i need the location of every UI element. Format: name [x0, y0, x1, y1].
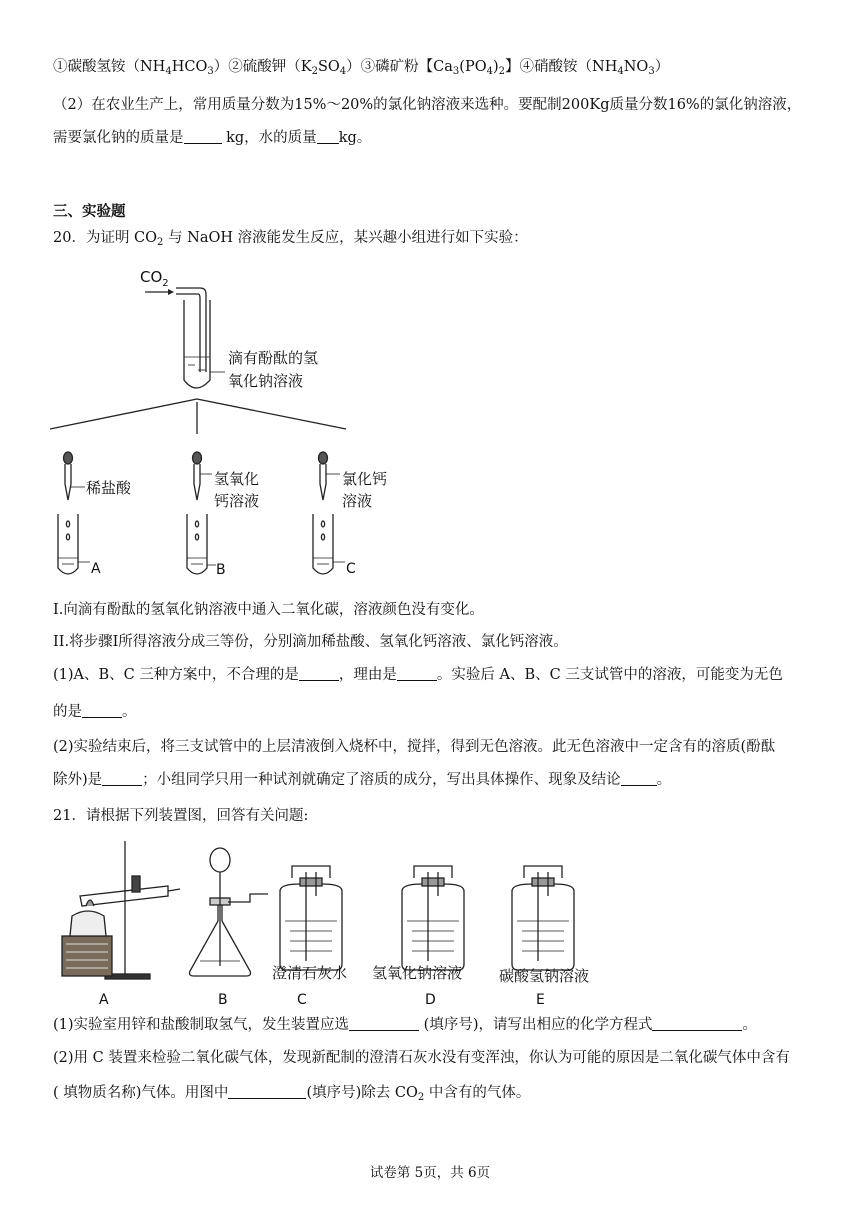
dropper-b-label-1: 氢氧化 — [214, 470, 260, 488]
answer-blank[interactable] — [184, 129, 222, 144]
q21-q2-line2: ( 填物质名称)气体。用图中 (填序号)除去 $CO_2$ 中含有的气体。 — [53, 1085, 531, 1103]
alcohol-lamp — [70, 911, 106, 936]
answer-blank[interactable] — [317, 129, 339, 144]
test-tube-a — [58, 514, 78, 574]
q20-q2-line1: (2)实验结束后，将三支试管中的上层清液倒入烧杯中，搅拌，得到无色溶液。此无色溶液中一定含有的溶质(酚酞 — [53, 739, 776, 755]
q20-q1-line2: 的是 。 — [53, 704, 137, 720]
q21-apparatus-figure — [50, 836, 610, 1008]
answer-blank[interactable] — [82, 703, 122, 718]
answer-blank[interactable] — [621, 771, 657, 786]
q20-step2: II.将步骤I所得溶液分成三等份，分别滴加稀盐酸、氢氧化钙溶液、氯化钙溶液。 — [53, 634, 568, 650]
q20-experiment-figure — [50, 262, 430, 587]
q19-part2-line2: 需要氯化钠的质量是 kg，水的质量 kg。 — [53, 130, 372, 146]
q21-q2-line1: (2)用 C 装置来检验二氧化碳气体，发现新配制的澄清石灰水没有变浑浊，你认为可能的原因是二氧化碳气体中含有 — [53, 1050, 790, 1066]
liquid-d-label: 氢氧化钠溶液 — [372, 964, 463, 982]
dropper-a-label: 稀盐酸 — [86, 479, 132, 497]
tube-b-label: B — [216, 562, 226, 578]
gas-label: $CO_2$ — [140, 268, 169, 289]
q19-part2-line1: （2）在农业生产上，常用质量分数为15%～20%的氯化钠溶液来选种。要配制200Kg质量分数16%的氯化钠溶液， — [53, 97, 802, 113]
q20-step1: I.向滴有酚酞的氢氧化钠溶液中通入二氧化碳，溶液颜色没有变化。 — [53, 602, 484, 618]
liquid-e-label: 碳酸氢钠溶液 — [499, 967, 590, 985]
tube-c-label: C — [346, 561, 356, 577]
q20-q2-line2: 除外)是 ；小组同学只用一种试剂就确定了溶质的成分，写出具体操作、现象及结论 。 — [53, 772, 672, 788]
tube-a-label: A — [91, 561, 101, 577]
test-tube-c — [313, 514, 333, 574]
liquid-c-label: 澄清石灰水 — [272, 964, 348, 982]
answer-blank[interactable] — [349, 1016, 419, 1031]
answer-blank[interactable] — [652, 1016, 742, 1031]
main-tube-label-2: 氧化钠溶液 — [228, 372, 304, 390]
gas-washing-bottle-d — [402, 866, 464, 970]
apparatus-d-label: D — [425, 992, 436, 1008]
q21-stem: 21．请根据下列装置图，回答有关问题: — [53, 808, 309, 824]
dropper-b-label-2: 钙溶液 — [214, 492, 260, 510]
page-footer: 试卷第 5页，共 6页 — [369, 1165, 491, 1181]
apparatus-e-label: E — [536, 992, 545, 1008]
apparatus-b-label: B — [218, 992, 228, 1008]
test-tube-b — [187, 514, 207, 574]
q20-q1-line1: (1)A、B、C 三种方案中，不合理的是 ，理由是 。实验后 A、B、C 三支试管中的溶液，可能变为无色 — [53, 667, 783, 683]
dropper-c-label-1: 氯化钙 — [342, 470, 388, 488]
gas-washing-bottle-c — [280, 866, 342, 970]
funnel-bulb — [210, 848, 230, 872]
q21-q1: (1)实验室用锌和盐酸制取氢气，发生装置应选 (填序号)，请写出相应的化学方程式 。 — [53, 1017, 757, 1033]
answer-blank[interactable] — [102, 771, 142, 786]
q20-stem: 20．为证明 $CO_2$ 与 NaOH 溶液能发生反应，某兴趣小组进行如下实验： — [53, 230, 528, 248]
gas-washing-bottle-e — [512, 866, 574, 970]
main-tube-label-1: 滴有酚酞的氢 — [228, 349, 319, 367]
wooden-block — [62, 936, 112, 976]
q19-options-line: ①碳酸氢铵$(NH_4HCO_3)②$硫酸钾$(K_2SO_4)③$磷矿粉【$Ca_3(PO_4)_2$】④硝酸铵$(NH_4NO_3)$ — [53, 59, 670, 77]
section-title: 三、实验题 — [53, 203, 126, 220]
answer-blank[interactable] — [299, 666, 339, 681]
apparatus-c-label: C — [297, 992, 307, 1008]
dropper-c-label-2: 溶液 — [342, 492, 373, 510]
apparatus-a-label: A — [99, 992, 109, 1008]
answer-blank[interactable] — [397, 666, 437, 681]
answer-blank[interactable] — [228, 1084, 306, 1099]
